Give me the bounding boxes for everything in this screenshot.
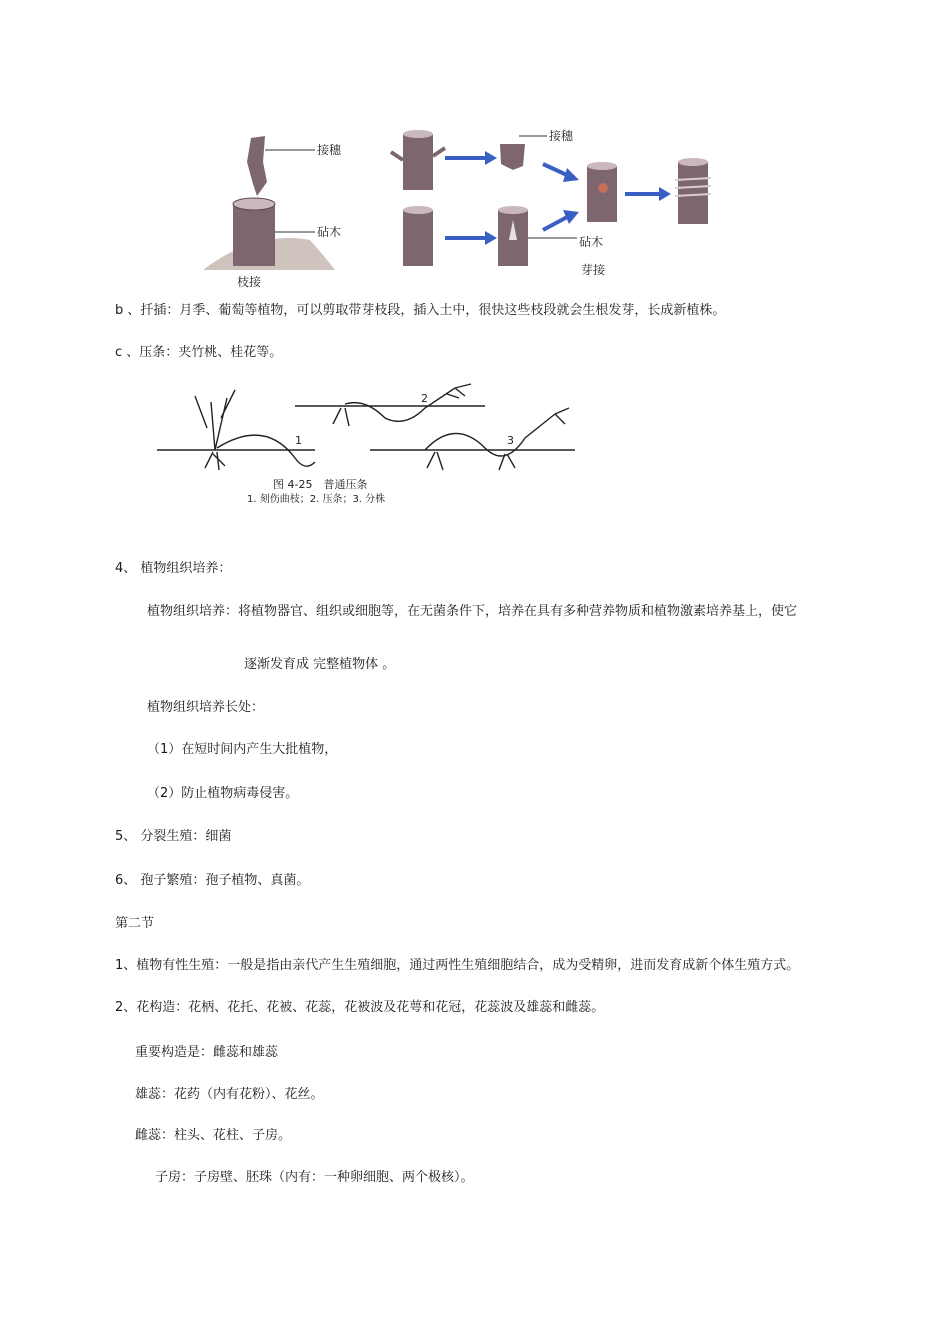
layering-subcaption: 1. 刻伤曲枝；2. 压条；3. 分株 <box>247 494 386 505</box>
section-two-title: 第二节 <box>115 916 155 931</box>
label-scion-left: 接穗 <box>317 143 342 157</box>
caption-branch-graft: 枝接 <box>237 275 262 289</box>
pistil-text: 雌蕊：柱头、花柱、子房。 <box>135 1128 292 1143</box>
layering-num-1: 1 <box>295 434 302 447</box>
tissue-culture-definition-2: 逐渐发育成 完整植物体 。 <box>244 657 396 672</box>
ovary-text: 子房：子房壁、胚珠（内有：一种卵细胞、两个极核）。 <box>155 1170 474 1185</box>
layering-num-2: 2 <box>421 392 428 405</box>
label-stock-right: 砧木 <box>579 235 604 249</box>
stamen-text: 雄蕊：花药（内有花粉）、花丝。 <box>135 1087 324 1102</box>
layering-figure <box>155 378 585 508</box>
process-arrows <box>445 151 671 245</box>
important-structure: 重要构造是：雌蕊和雄蕊 <box>135 1045 279 1060</box>
heading-spore: 6、 孢子繁殖：孢子植物、真菌。 <box>115 873 310 888</box>
layering-num-3: 3 <box>507 434 514 447</box>
tissue-culture-advantages: 植物组织培养长处： <box>147 700 265 715</box>
heading-tissue-culture: 4、 植物组织培养： <box>115 561 232 576</box>
tissue-culture-definition-1: 植物组织培养：将植物器官、组织或细胞等，在无菌条件下，培养在具有多种营养物质和植物激素培养基上，使它 <box>147 604 798 619</box>
flower-structure: 2、花构造：花柄、花托、花被、花蕊，花被波及花萼和花冠，花蕊波及雄蕊和雌蕊。 <box>115 1000 605 1015</box>
text-cutting: b 、扦插：月季、葡萄等植物，可以剪取带芽枝段，插入土中，很快这些枝段就会生根发芽，长成新植株。 <box>115 303 726 318</box>
text-layering: c 、压条：夹竹桃、桂花等。 <box>115 345 283 360</box>
label-stock-left: 砧木 <box>317 225 342 239</box>
heading-fission: 5、 分裂生殖：细菌 <box>115 829 232 844</box>
advantage-1: （1）在短时间内产生大批植物， <box>147 742 338 757</box>
sexual-reproduction: 1、植物有性生殖：一般是指由亲代产生生殖细胞，通过两性生殖细胞结合，成为受精卵，进而发育成新个体生殖方式。 <box>115 958 800 973</box>
branch-graft-illustration <box>203 136 335 270</box>
label-scion-right: 接穗 <box>549 129 574 143</box>
layering-sketch <box>157 384 575 470</box>
layering-caption: 图 4-25 普通压条 <box>273 478 368 491</box>
advantage-2: （2）防止植物病毒侵害。 <box>147 786 299 801</box>
caption-bud-graft: 芽接 <box>581 263 606 277</box>
grafting-figure <box>195 122 735 292</box>
